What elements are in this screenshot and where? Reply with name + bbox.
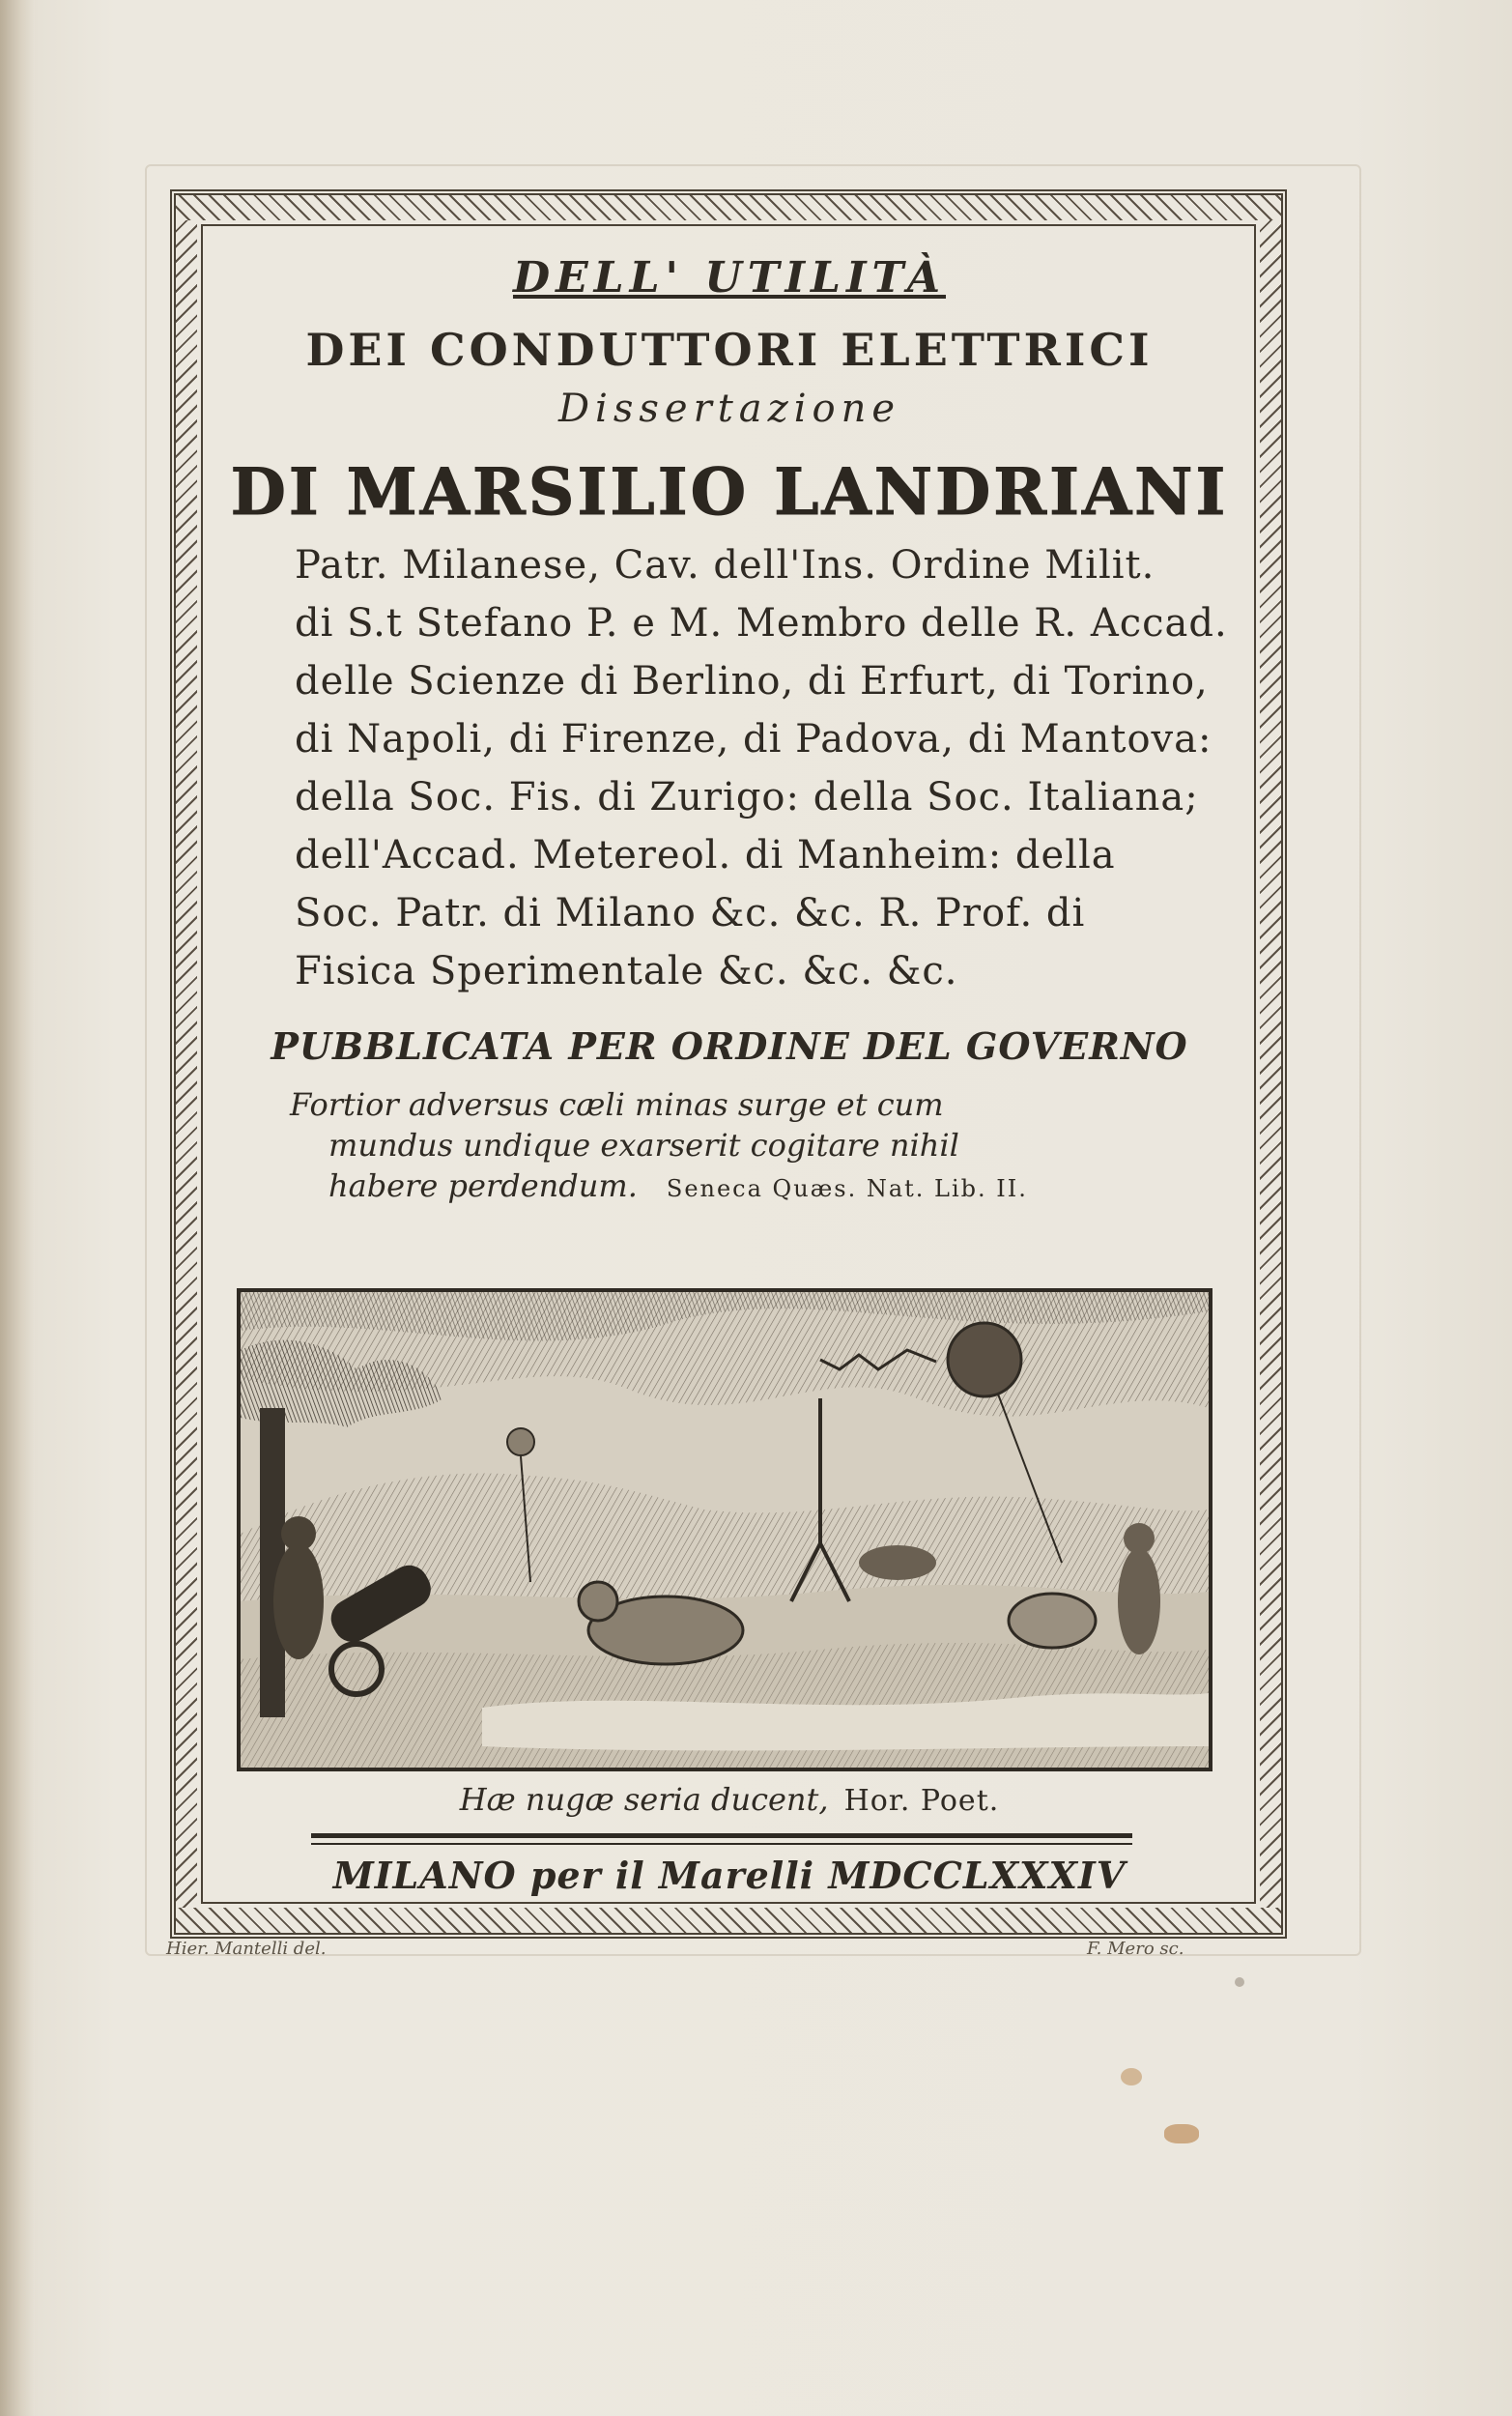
epigraph [290,1084,1237,1209]
fallen-figure [859,1545,936,1580]
figure-with-kite-head [1124,1523,1155,1554]
large-balloon [948,1323,1021,1396]
designer-credit: Hier. Mantelli del. [166,1939,327,1959]
figure-gunner-head [281,1516,316,1551]
credential-line: dell'Accad. Meterеol. di Manheim: della [295,833,1116,877]
figure-with-kite [1118,1548,1160,1654]
credential-line: di S.t Stefano P. e M. Membro delle R. Accad. [295,601,1228,646]
engraving-caption [222,1781,1237,1818]
imprint: MILANO per il Marelli MDCCLXXXIV [332,1854,1127,1897]
credential-line: Fisica Sperimentale &c. &c. &c. [295,949,958,993]
caption-source: Hor. Poet. [843,1784,1000,1818]
horse-head [579,1582,617,1621]
credential-line: della Soc. Fis. di Zurigo: della Soc. Italiana; [295,775,1199,820]
credential-line: Soc. Patr. di Milano &c. &c. R. Prof. di [295,891,1086,935]
figure-gunner [273,1543,324,1659]
caption-text: Hæ nugæ seria ducent, [459,1781,829,1818]
epigraph-line: Fortior adversus cæli minas surge et cum [290,1086,944,1123]
credential-line: di Napoli, di Firenze, di Padova, di Mantova: [295,717,1212,762]
epigraph-line-last [290,1165,1237,1209]
divider-rule-thick [311,1833,1132,1838]
foxing-stain [1164,2124,1199,2143]
engraver-credit: F. Mero sc. [1087,1939,1184,1959]
small-balloon [507,1428,534,1455]
author-name: DI MARSILIO LANDRIANI [230,454,1229,530]
credential-line: Patr. Milanese, Cav. dell'Ins. Ordine Milit. [295,543,1155,588]
book-spine-edge [0,0,35,2416]
publication-note: PUBBLICATA PER ORDINE DEL GOVERNO [271,1024,1188,1068]
foxing-stain [1121,2068,1142,2085]
epigraph-text: habere perdendum. [328,1167,638,1204]
foxing-stain [1235,1977,1244,1987]
author-credentials [295,536,1228,1000]
epigraph-line: mundus undique exarserit cogitare nihil [328,1127,959,1164]
engraving-illustration [237,1288,1212,1771]
title-line-3: Dissertazione [557,387,900,431]
title-line-1: DELL' UTILITÀ [512,253,947,302]
divider-rule-thin [311,1843,1132,1845]
credential-line: delle Scienze di Berlino, di Erfurt, di Torino, [295,659,1209,704]
dog [1009,1594,1096,1648]
engraving-scene [241,1292,1209,1768]
title-line-2: DEI CONDUTTORI ELETTRICI [305,324,1154,376]
epigraph-source: Seneca Quæs. Nat. Lib. II. [666,1175,1028,1202]
